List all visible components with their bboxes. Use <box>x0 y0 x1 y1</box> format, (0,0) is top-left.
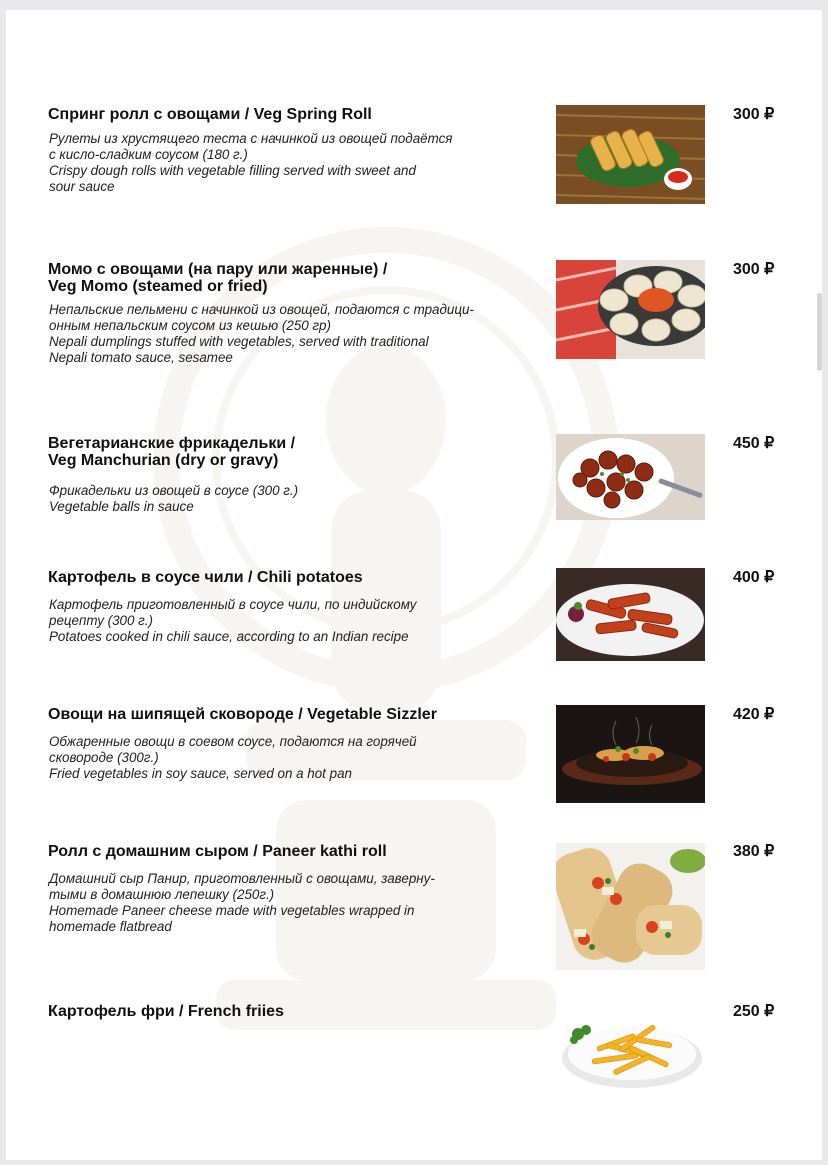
item-description: Непальские пельмени с начинкой из овощей, подаются с традици- онным непальским соусом из кешью (250 гр) Nepali dumplings stuffed with vegetables, served with traditional Nepali tomato sauce, sesamee <box>49 302 474 365</box>
item-price: 420 ₽ <box>733 706 775 723</box>
item-title: Картофель в соусе чили / Chili potatoes <box>48 569 363 586</box>
scrollbar-thumb[interactable] <box>817 293 822 371</box>
item-title: Момо с овощами (на пару или жаренные) / Veg Momo (steamed or fried) <box>48 261 388 295</box>
item-price: 450 ₽ <box>733 435 775 452</box>
sizzler-photo <box>556 705 705 803</box>
french-fries-photo <box>556 1010 705 1092</box>
menu-page <box>6 10 822 1160</box>
chili-potatoes-photo <box>556 568 705 661</box>
paneer-roll-photo <box>556 843 705 970</box>
item-price: 400 ₽ <box>733 569 775 586</box>
item-title: Картофель фри / French friies <box>48 1003 284 1020</box>
item-price: 300 ₽ <box>733 106 775 123</box>
item-title: Спринг ролл с овощами / Veg Spring Roll <box>48 106 372 123</box>
item-price: 380 ₽ <box>733 843 775 860</box>
manchurian-photo <box>556 434 705 520</box>
item-description: Фрикадельки из овощей в соусе (300 г.) Vegetable balls in sauce <box>49 483 299 514</box>
spring-roll-photo <box>556 105 705 204</box>
item-description: Картофель приготовленный в соусе чили, по индийскому рецепту (300 г.) Potatoes cooked in chili sauce, according to an Indian recipe <box>49 597 417 644</box>
item-title: Вегетарианские фрикадельки / Veg Manchurian (dry or gravy) <box>48 435 296 469</box>
item-description: Рулеты из хрустящего теста с начинкой из овощей подаётся с кисло-сладким соусом (180 г.) Crispy dough rolls with vegetable filling served with sweet and sour sauce <box>49 131 453 194</box>
item-title: Овощи на шипящей сковороде / Vegetable Sizzler <box>48 706 437 723</box>
item-description: Обжаренные овощи в соевом соусе, подаются на горячей сковороде (300г.) Fried vegetables in soy sauce, served on a hot pan <box>49 734 417 781</box>
item-description: Домашний сыр Панир, приготовленный с овощами, заверну- тыми в домашнюю лепешку (250г.) Homemade Paneer cheese made with vegetables wrapped in homemade flatbread <box>49 871 435 934</box>
momo-photo <box>556 260 705 359</box>
item-title: Ролл с домашним сыром / Paneer kathi roll <box>48 843 387 860</box>
item-price: 300 ₽ <box>733 261 775 278</box>
item-price: 250 ₽ <box>733 1003 775 1020</box>
